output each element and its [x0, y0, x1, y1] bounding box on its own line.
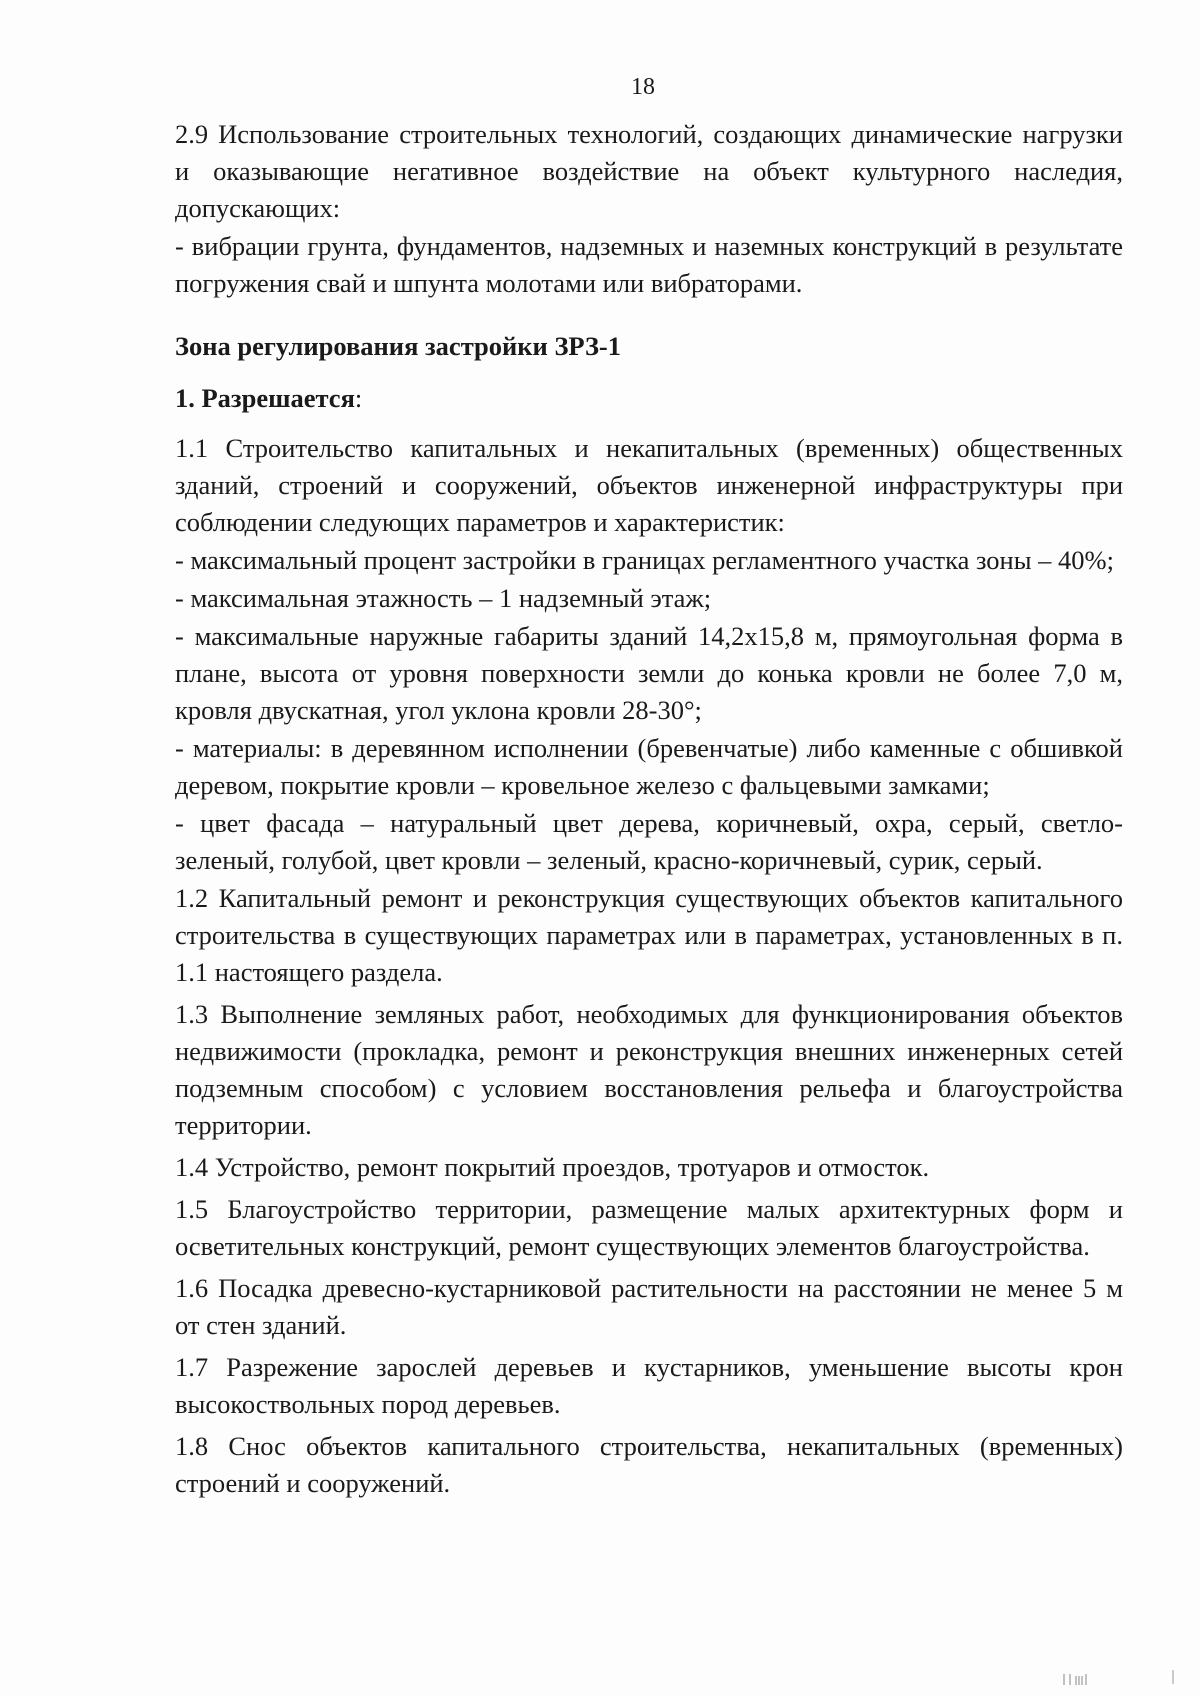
- item-1-1-bullet-materials: - материалы: в деревянном исполнении (бревенчатые) либо каменные с обшивкой деревом, покрытие кровли – кровельное железо с фальцевыми замками;: [175, 733, 1123, 800]
- item-1-7: 1.7 Разрежение зарослей деревьев и кустарников, уменьшение высоты крон высокоствольных пород деревьев.: [175, 1352, 1123, 1419]
- scan-artifact-mark: [1062, 1672, 1102, 1691]
- item-1-4: 1.4 Устройство, ремонт покрытий проездов, тротуаров и отмосток.: [175, 1152, 930, 1182]
- scan-artifact-icon: [1062, 1672, 1102, 1686]
- item-1-5: 1.5 Благоустройство территории, размещение малых архитектурных форм и осветительных конструкций, ремонт существующих элементов благоустройства.: [175, 1194, 1123, 1261]
- item-1-1: 1.1 Строительство капитальных и некапитальных (временных) общественных зданий, строений и сооружений, объектов инженерной инфраструктуры при соблюдении следующих параметров и характеристик:: [175, 433, 1123, 537]
- allowed-heading: [175, 380, 1123, 417]
- item-1-1-bullet-floors: - максимальная этажность – 1 надземный этаж;: [175, 583, 712, 613]
- section-number: 2.9: [175, 119, 209, 149]
- item-1-3: 1.3 Выполнение земляных работ, необходимых для функционирования объектов недвижимости (прокладка, ремонт и реконструкция внешних инженерных сетей подземным способом) с условием восстановления рельефа и благоустройства территории.: [175, 999, 1123, 1140]
- item-1-1-bullet-percent: - максимальный процент застройки в границах регламентного участка зоны – 40%;: [175, 545, 1114, 575]
- item-1-1-bullet-dimensions: - максимальные наружные габариты зданий 14,2х15,8 м, прямоугольная форма в плане, высота от уровня поверхности земли до конька кровли не более 7,0 м, кровля двускатная, угол уклона кровли 28-30°;: [175, 621, 1123, 725]
- allowed-heading-label: 1. Разрешается: [175, 383, 355, 413]
- allowed-heading-colon: :: [354, 383, 363, 413]
- zone-title: Зона регулирования застройки ЗРЗ-1: [175, 331, 622, 361]
- scan-edge-mark: [1170, 1668, 1176, 1691]
- page-number: 18: [631, 74, 655, 100]
- section-2-9-intro: [175, 116, 1123, 227]
- section-2-9-bullet: - вибрации грунта, фундаментов, надземных и наземных конструкций в результате погружения свай и шпунта молотами или вибраторами.: [175, 231, 1123, 298]
- item-1-1-bullet-colors: - цвет фасада – натуральный цвет дерева, коричневый, охра, серый, светло-зеленый, голубой, цвет кровли – зеленый, красно-коричневый, сурик, серый.: [175, 808, 1123, 875]
- item-1-2: 1.2 Капитальный ремонт и реконструкция существующих объектов капитального строительства в существующих параметрах или в параметрах, установленных в п. 1.1 настоящего раздела.: [175, 883, 1123, 987]
- document-body: [175, 116, 1123, 1502]
- item-1-8: 1.8 Снос объектов капитального строительства, некапитальных (временных) строений и сооружений.: [175, 1431, 1123, 1498]
- section-2-9-text: Использование строительных технологий, создающих динамические нагрузки и оказывающие негативное воздействие на объект культурного наследия, допускающих:: [175, 119, 1123, 223]
- scan-edge-icon: [1170, 1668, 1176, 1686]
- item-1-6: 1.6 Посадка древесно-кустарниковой растительности на расстоянии не менее 5 м от стен зданий.: [175, 1273, 1123, 1340]
